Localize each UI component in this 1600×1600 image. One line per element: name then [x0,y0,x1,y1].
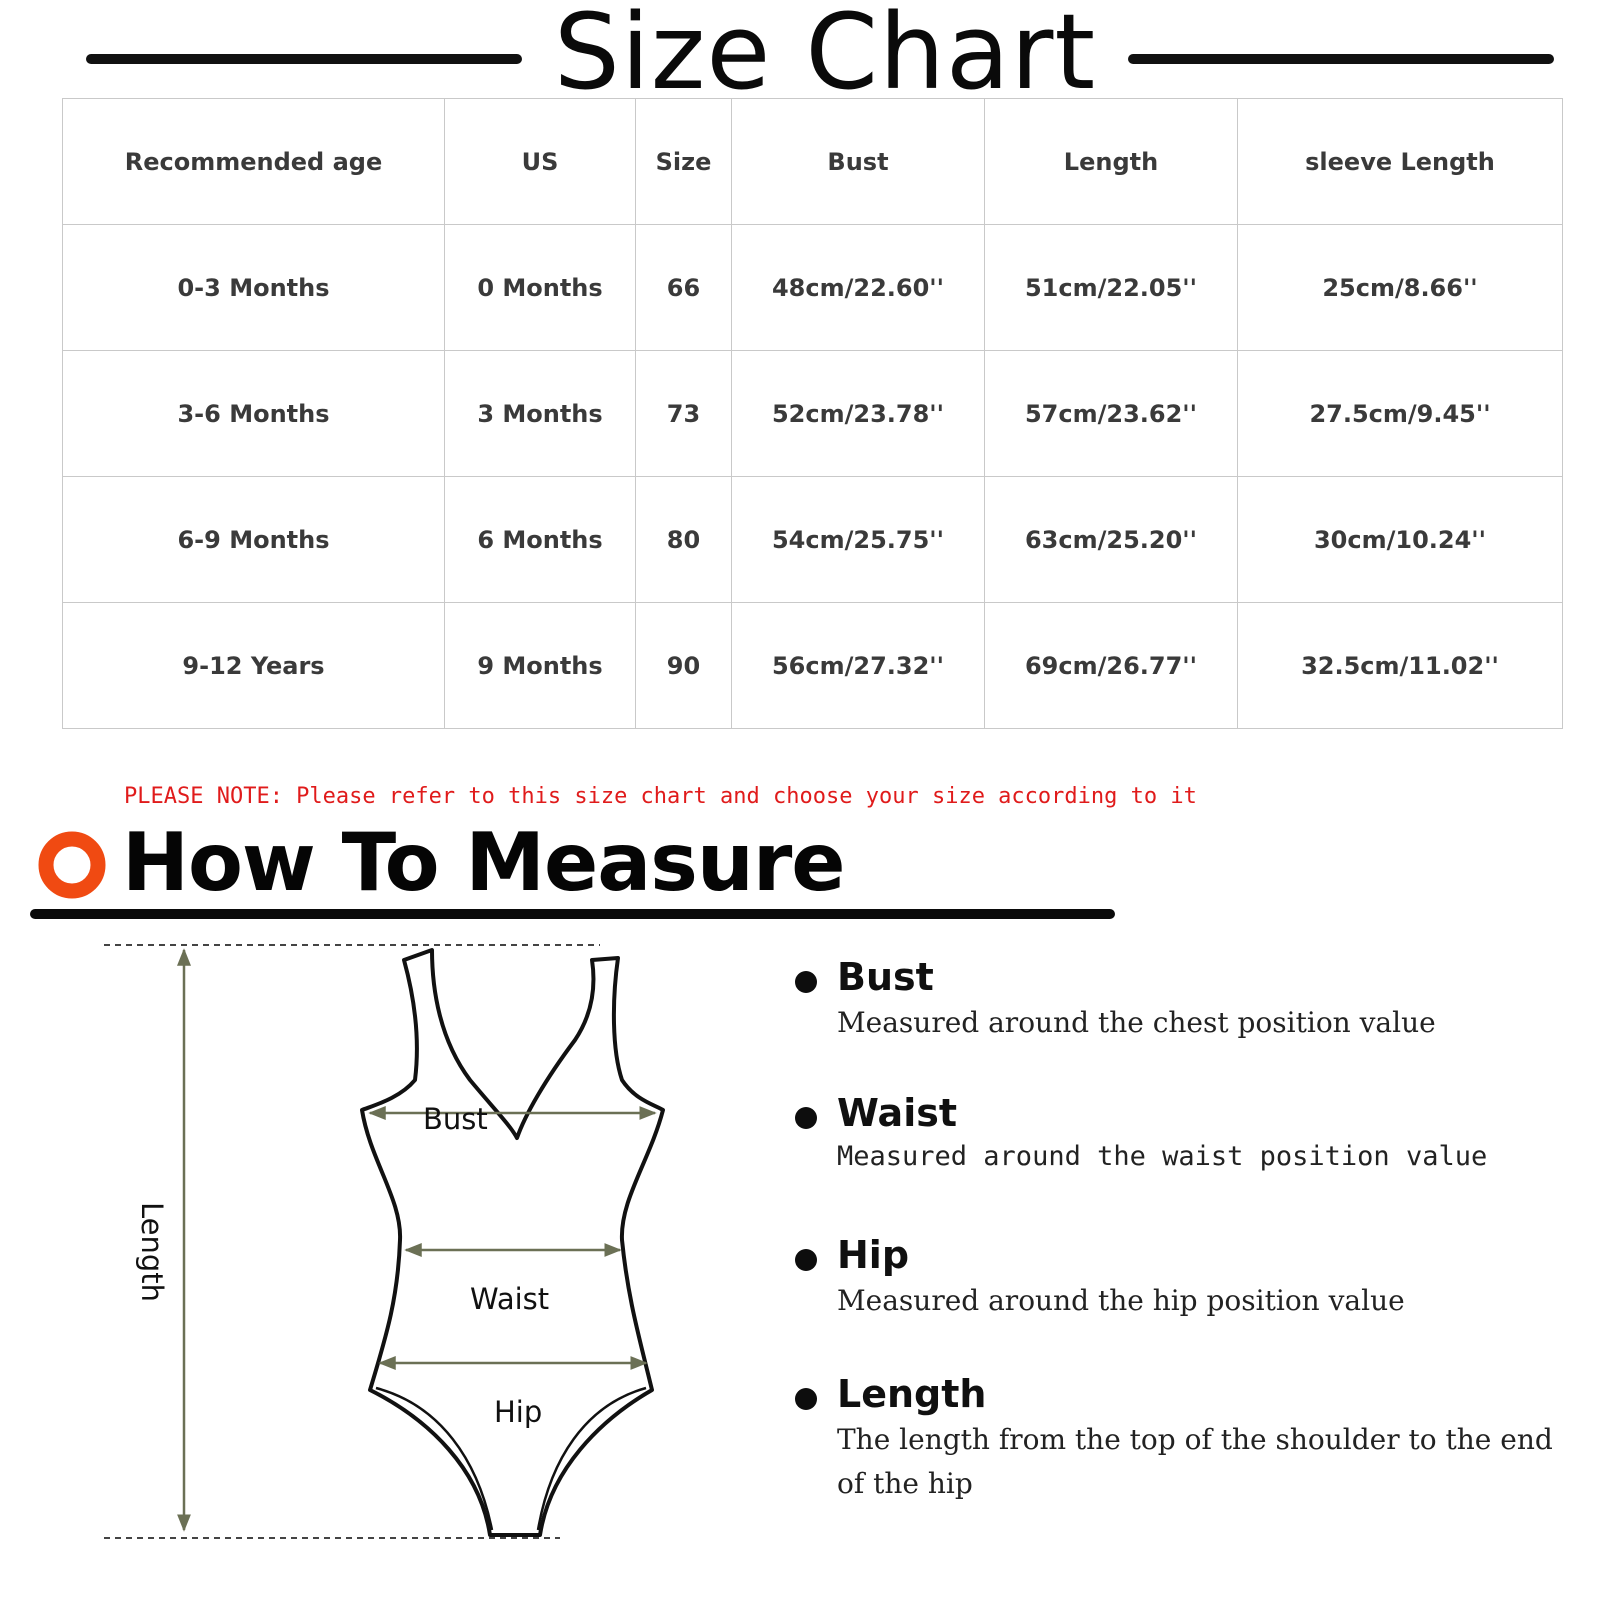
definition-text: Measured around the waist position value [837,1141,1488,1172]
definition-term: Hip [837,1233,910,1277]
definition-term: Bust [837,955,934,999]
table-cell: 3-6 Months [63,351,445,477]
table-cell: 3 Months [445,351,636,477]
table-cell: 6-9 Months [63,477,445,603]
diagram-label-bust: Bust [423,1102,488,1136]
measure-rule [30,909,1115,919]
table-cell: 69cm/26.77'' [985,603,1238,729]
measurement-diagram [0,930,720,1600]
column-header: US [445,99,636,225]
diagram-label-length: Length [135,1201,169,1303]
measure-header [30,815,1115,925]
table-cell: 30cm/10.24'' [1238,477,1563,603]
table-header-row [63,99,1563,225]
definition-text: Measured around the hip position value [837,1284,1405,1317]
table-cell: 63cm/25.20'' [985,477,1238,603]
table-cell: 73 [636,351,732,477]
title-rule-right [1128,54,1554,64]
table-cell: 52cm/23.78'' [732,351,985,477]
table-cell: 25cm/8.66'' [1238,225,1563,351]
table-row [63,225,1563,351]
column-header: Length [985,99,1238,225]
size-note: PLEASE NOTE: Please refer to this size chart and choose your size according to it [124,784,1197,809]
bodysuit-illustration [0,930,720,1600]
measure-title: How To Measure [122,816,845,909]
size-chart-header [0,0,1600,113]
bullet-icon [795,1249,817,1271]
title-rule-left [86,54,522,64]
table-cell: 32.5cm/11.02'' [1238,603,1563,729]
table-cell: 57cm/23.62'' [985,351,1238,477]
bullet-icon [795,1388,817,1410]
definition-term: Length [837,1372,987,1416]
diagram-label-hip: Hip [494,1395,543,1429]
table-cell: 54cm/25.75'' [732,477,985,603]
definition-text: The length from the top of the shoulder to the end of the hip [837,1423,1553,1500]
bullet-icon [795,1107,817,1129]
table-row [63,477,1563,603]
column-header: Bust [732,99,985,225]
diagram-label-waist: Waist [470,1282,550,1316]
table-row [63,351,1563,477]
orange-ring-icon [38,831,106,899]
definition-text: Measured around the chest position value [837,1006,1436,1039]
table-cell: 9-12 Years [63,603,445,729]
table-row [63,603,1563,729]
column-header: Size [636,99,732,225]
page-title: Size Chart [553,0,1097,113]
bullet-icon [795,971,817,993]
size-table [62,98,1563,729]
definition-term: Waist [837,1091,958,1135]
table-cell: 0 Months [445,225,636,351]
table-cell: 51cm/22.05'' [985,225,1238,351]
table-cell: 27.5cm/9.45'' [1238,351,1563,477]
table-cell: 66 [636,225,732,351]
table-cell: 6 Months [445,477,636,603]
column-header: Recommended age [63,99,445,225]
column-header: sleeve Length [1238,99,1563,225]
table-cell: 90 [636,603,732,729]
table-cell: 48cm/22.60'' [732,225,985,351]
table-cell: 80 [636,477,732,603]
table-cell: 9 Months [445,603,636,729]
table-cell: 56cm/27.32'' [732,603,985,729]
table-cell: 0-3 Months [63,225,445,351]
bodysuit-outline [362,950,663,1535]
